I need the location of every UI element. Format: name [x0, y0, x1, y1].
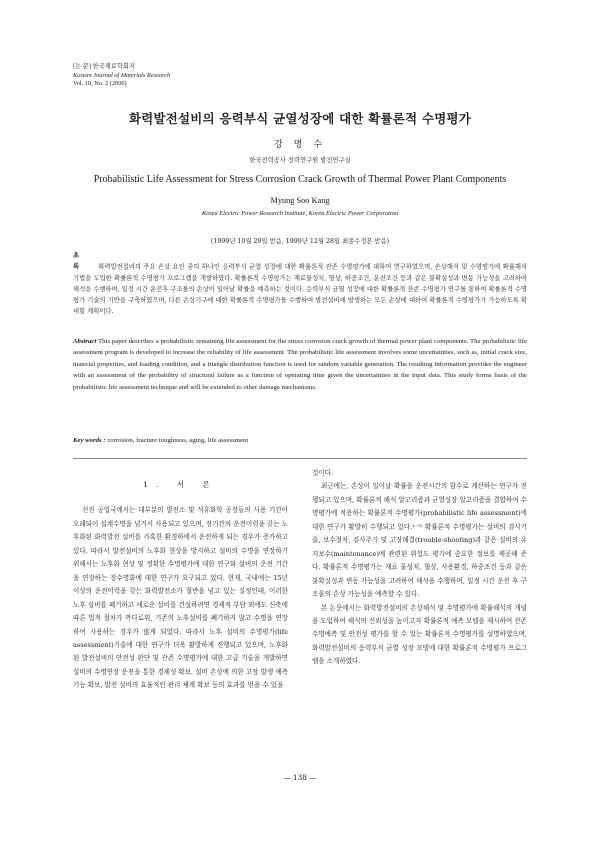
- body-column-right: [312, 467, 527, 669]
- abstract-english-label: Abstract: [73, 338, 97, 345]
- keywords-label: Key words :: [73, 437, 106, 444]
- body-paragraph: 선진 공업국에서는 대부분의 발전소 및 석유화학 공장들의 사용 기간이 오래되어 설계수명을 넘겨서 사용되고 있으며, 장기간의 운전이력을 갖는 노후화된 화력발전 설비를 가혹한 환경하에서 운전하게 되는 경우가 증가하고 있다. 따라서 발전설비의 노후화 현상을 방지하고 설비의 수명을 연장하기 위해서는 노후화 현상 및 정확한 수명평가에 대한 연구와 설비의 운전 기간을 연장하는 장수명화에 대한 연구가 요구되고 있다. 현재, 국내에는 15년 이상의 운전이력을 갖는 화력발전소가 절반을 넘고 있는 실정인데, 이러한 노후 설비를 폐기하고 새로운 설비를 건설하려면 경제적 부담 외에도 신축에 따른 법적 절차가 까다로워, 기존의 노후설비를 폐기하지 않고 수명을 연장하여 사용하는 경우가 많게 되었다. 따라서 노후 설비의 수명평가(life assessment)기술에 대한 연구가 더욱 활발하게 진행되고 있으며, 노후화된 발전설비의 안전성 판단 및 잔존 수명평가에 대한 고급 기술을 개발하면 설비의 수명연장 운전을 통한 경제성 확보, 설비 손상에 의한 고장 발생 예측 기능 확보, 발전 설비의 효율적인 관리 체계 확보 등의 효과를 얻을 수 있을: [73, 506, 288, 690]
- abstract-english-text: This paper describes a probabilistic remaining life assessment for the stress corrosion crack growth of thermal power plant components. The probabilistic life assessment program is developed to increase the reliability of life assessment. The probabilistic life assessment involves some uncertainties, such as, initial crack size, material properties, and loading condition, and a triangle distribution function is used for random variable generation. The resulting information provides the engineer with an assessment of the probability of structural failure as a function of operating time given the uncertainties in the input data. This study forms basis of the probabilistic life assessment technique and will be extended to other damage mechanisms.: [73, 338, 527, 391]
- title-korean: 화력발전설비의 응력부식 균열성장에 대한 확률론적 수명평가: [128, 111, 472, 126]
- keywords-text: corrosion, fracture toughness, aging, life assessment: [107, 437, 249, 444]
- section-heading-introduction: 1. 서 론: [143, 480, 218, 489]
- author-korean: 강 명 수: [274, 140, 326, 150]
- abstract-korean-label: 초 록: [73, 252, 85, 271]
- journal-header-line3: Vol. 10, No. 2 (2000): [73, 80, 127, 88]
- abstract-korean: [73, 250, 527, 318]
- section-divider: [73, 458, 527, 459]
- journal-header-line1: [논 문] 한국재료학회지: [73, 63, 136, 70]
- body-column-left: [73, 467, 288, 693]
- journal-header: [73, 63, 170, 89]
- abstract-english: [73, 336, 527, 393]
- body-paragraph-continued: 것이다.: [312, 469, 334, 477]
- page-number: — 138 —: [283, 773, 317, 782]
- affiliation-english: Korea Electric Power Research Institute, Korea Electric Power Corporation: [201, 210, 399, 217]
- author-english: Myung Soo Kang: [270, 196, 330, 205]
- keywords: [73, 437, 527, 444]
- affiliation-korean: 한국전력공사 전력연구원 발전연구실: [249, 157, 351, 164]
- journal-header-line2: Korean Journal of Materials Research: [73, 71, 171, 79]
- body-paragraph: 본 논문에서는 화력발전설비의 손상해석 및 수명평가에 확률해석의 개념을 도입하여 해석의 신뢰성을 높이고자 확률론적 예측 모델을 제시하여 잔존수명예측 및 안전성 평가를 할 수 있는 확률론적 수명평가를 설명하였으며, 화력발전설비의 응력부식 균열 성장 모델에 대한 확률론적 수명평가 프로그램을 소개하였다.: [312, 603, 527, 666]
- title-english: Probabilistic Life Assessment for Stress Corrosion Crack Growth of Thermal Power Plant Components: [93, 174, 507, 185]
- body-paragraph: 최근에는, 손상이 일어날 확률을 운전시간의 함수로 계산하는 연구가 진행되고 있으며, 확률론적 해석 알고리즘과 균열성장 알고리즘을 결합하여 수명평가에 적용하는 확률론적 수명평가(probabilistic life assessment)에 대한 연구가 활발히 수행되고 있다.¹⁻⁵⁾ 확률론적 수명평가는 설비의 검사기술, 보수절차, 검사주기 및 고장해결(trouble-shooting)과 같은 설비의 유지보수(maintenance)에 관련된 위험도 평가에 중요한 정보를 제공해 준다. 확률론적 수명평가는 재료 물성치, 형상, 사용환경, 하중조건 등과 같은 불확실성과 변동 가능성을 고려하여 해석을 수행하며, 일정 시간 운전 후 구조물의 손상 가능성을 예측할 수 있다.: [312, 482, 527, 599]
- received-dates: (1999년 10월 29일 받음, 1999년 12월 28일 최종수정본 받음): [210, 238, 390, 245]
- abstract-korean-text: 화력발전설비의 주요 손상 요인 중의 하나인 응력부식 균열 성장에 대한 확률론적 잔존 수명평가에 대하여 연구하였으며, 손상해석 및 수명평가에 확률해석 기법을 도입한 확률론적 수명평가 프로그램을 개발하였다. 확률론적 수명평가는 재료물성치, 형상, 하중조건, 운전조건 등과 같은 불확실성과 변동 가능성을 고려하여 해석을 수행하며, 일정 시간 운전후 구조물의 손상이 일어날 확률을 예측하는 것이다. 응력부식 균열 성장에 대한 확률론적 잔존 수명평가 연구를 통하여 확률론적 수명평가 기술의 기반을 구축하였으며, 다른 손상기구에 대한 확률론적 수명평가를 수행하여 발전설비에 발생하는 모든 손상에 대하여 확률론적 수명평가가 가능하도록 확대할 계획이다.: [73, 263, 527, 316]
